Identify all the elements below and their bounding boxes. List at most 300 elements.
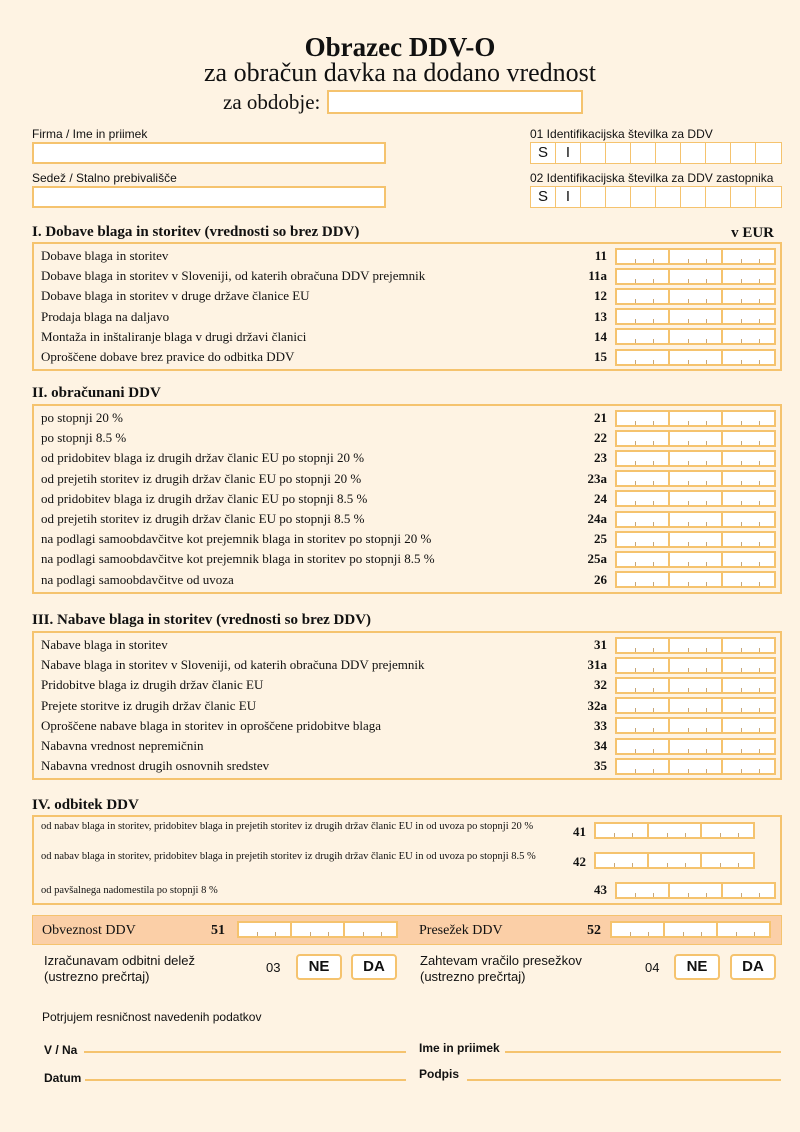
amount-field-segment[interactable] [615,511,670,528]
amount-field-segment[interactable] [615,657,670,674]
row-code: 24a [587,511,607,527]
row-label: od nabav blaga in storitev, pridobitev blaga in prejetih storitev iz drugih držav članic EU in od uvoza po stopnji 20 % [41,821,534,832]
amount-field-segment[interactable] [615,677,670,694]
digit-tick [653,481,654,485]
amount-field-segment[interactable] [721,328,776,345]
form-row-13 [34,307,780,327]
row-code: 32a [587,697,607,713]
amount-field-segment[interactable] [721,288,776,305]
digit-tick [688,259,689,263]
presezek-amount-segment[interactable] [663,921,718,938]
place-label: V / Na [44,1043,78,1057]
digit-tick [688,648,689,652]
digit-tick [653,279,654,283]
form-row-14 [34,327,780,347]
digit-tick [635,668,636,672]
id-digit-cell[interactable] [731,143,756,163]
amount-field-segment[interactable] [668,490,723,507]
form-row-32a [34,696,780,716]
form-title: Obrazec DDV-O [304,32,496,62]
amount-field-segment[interactable] [721,882,776,899]
digit-tick [706,708,707,712]
digit-tick [635,360,636,364]
row-label: Dobave blaga in storitev v druge države članice EU [41,288,310,304]
digit-tick [685,833,686,837]
form-row-35 [34,756,780,776]
digit-tick [759,461,760,465]
row-label: Montaža in inštaliranje blaga v drugi državi članici [41,328,307,344]
presezek-amount-segment[interactable] [610,921,665,938]
amount-field-segment[interactable] [668,410,723,427]
amount-field-segment[interactable] [615,308,670,325]
amount-field-segment[interactable] [615,551,670,568]
firma-input[interactable] [32,142,386,164]
amount-field-segment[interactable] [615,717,670,734]
digit-tick [688,668,689,672]
amount-field-segment[interactable] [615,882,670,899]
digit-tick [653,501,654,505]
digit-tick [653,542,654,546]
name-label: Ime in priimek [419,1041,500,1055]
obveznost-amount-field[interactable] [237,921,398,938]
digit-tick [759,279,760,283]
id-digit-cell[interactable]: S [531,143,556,163]
digit-tick [653,668,654,672]
digit-tick [741,688,742,692]
amount-field-14[interactable] [615,328,776,345]
digit-tick [688,501,689,505]
amount-field-segment[interactable] [668,717,723,734]
digit-tick [738,833,739,837]
amount-field-segment[interactable] [668,531,723,548]
amount-field-11a[interactable] [615,268,776,285]
id-digit-cell[interactable] [706,187,731,207]
amount-field-segment[interactable] [615,697,670,714]
row-label: od prejetih storitev iz drugih držav članic EU po stopnji 8.5 % [41,511,365,527]
refund-request-no-button[interactable]: NE [674,954,720,980]
amount-field-43[interactable] [615,882,776,899]
amount-field-segment[interactable] [721,450,776,467]
id-digit-cell[interactable] [606,187,631,207]
row-code: 43 [594,882,607,897]
digit-tick [759,749,760,753]
digit-tick [614,833,615,837]
amount-field-32a[interactable] [615,697,776,714]
digit-tick [706,542,707,546]
row-label: po stopnji 20 % [41,410,123,426]
id-digit-cell[interactable] [656,143,681,163]
name-input[interactable] [505,1051,781,1053]
amount-field-33[interactable] [615,717,776,734]
row-code: 34 [594,738,607,754]
amount-field-25a[interactable] [615,551,776,568]
amount-field-segment[interactable] [615,470,670,487]
digit-tick [759,259,760,263]
amount-field-segment[interactable] [594,852,649,869]
amount-field-11[interactable] [615,248,776,265]
amount-field-segment[interactable] [668,450,723,467]
form-row-23a [34,469,780,489]
digit-tick [706,522,707,526]
digit-tick [653,339,654,343]
form-row-43 [34,878,780,902]
digit-tick [688,893,689,897]
amount-field-segment[interactable] [668,268,723,285]
amount-field-35[interactable] [615,758,776,775]
amount-field-31[interactable] [615,637,776,654]
section-3-box [32,631,782,780]
row-label: od pavšalnega nadomestila po stopnji 8 % [41,884,218,896]
digit-tick [653,299,654,303]
id-digit-cell[interactable] [656,187,681,207]
digit-tick [688,319,689,323]
amount-field-42[interactable] [594,852,755,869]
digit-tick [759,688,760,692]
signature-input[interactable] [467,1079,781,1081]
amount-field-segment[interactable] [721,551,776,568]
amount-field-31a[interactable] [615,657,776,674]
digit-tick [653,893,654,897]
row-code: 31 [594,637,607,653]
amount-field-segment[interactable] [647,822,702,839]
digit-tick [635,688,636,692]
row-code: 12 [594,288,607,304]
amount-field-segment[interactable] [615,349,670,366]
digit-tick [635,461,636,465]
id-digit-cell[interactable]: I [556,143,581,163]
presezek-amount-segment[interactable] [716,921,771,938]
digit-tick [688,708,689,712]
amount-field-segment[interactable] [668,657,723,674]
digit-tick [275,932,276,936]
id-digit-cell[interactable] [681,143,706,163]
id-digit-cell[interactable] [631,187,656,207]
representative-vat-id-field[interactable] [530,186,782,208]
id-digit-cell[interactable]: S [531,187,556,207]
digit-tick [741,728,742,732]
digit-tick [706,461,707,465]
amount-field-segment[interactable] [721,677,776,694]
amount-field-segment[interactable] [721,531,776,548]
digit-tick [741,582,742,586]
amount-field-segment[interactable] [668,288,723,305]
date-label: Datum [44,1071,82,1085]
form-row-15 [34,347,780,367]
deduction-share-no-button[interactable]: NE [296,954,342,980]
digit-tick [653,421,654,425]
obveznost-amount-segment[interactable] [343,921,398,938]
id-digit-cell[interactable] [756,187,781,207]
amount-field-segment[interactable] [700,852,755,869]
amount-field-segment[interactable] [668,430,723,447]
digit-tick [759,319,760,323]
amount-field-26[interactable] [615,571,776,588]
digit-tick [741,461,742,465]
amount-field-25[interactable] [615,531,776,548]
amount-field-segment[interactable] [668,470,723,487]
digit-tick [688,728,689,732]
presezek-amount-field[interactable] [610,921,771,938]
section-2-title: II. obračunani DDV [32,385,161,401]
row-code: 41 [573,824,586,839]
amount-field-segment[interactable] [668,882,723,899]
id-digit-cell[interactable] [581,187,606,207]
amount-field-segment[interactable] [668,637,723,654]
digit-tick [720,833,721,837]
amount-field-segment[interactable] [668,349,723,366]
digit-tick [759,668,760,672]
row-label: Nabavna vrednost nepremičnin [41,738,204,754]
digit-tick [741,708,742,712]
row-code: 42 [573,854,586,869]
amount-field-32[interactable] [615,677,776,694]
refund-request-yes-button[interactable]: DA [730,954,776,980]
digit-tick [759,299,760,303]
amount-field-segment[interactable] [615,268,670,285]
digit-tick [653,319,654,323]
digit-tick [653,522,654,526]
digit-tick [759,708,760,712]
digit-tick [653,749,654,753]
amount-field-segment[interactable] [700,822,755,839]
amount-field-segment[interactable] [668,697,723,714]
digit-tick [741,562,742,566]
digit-tick [688,542,689,546]
place-input[interactable] [84,1051,406,1053]
amount-field-15[interactable] [615,349,776,366]
vat-id-label: 01 Identifikacijska številka za DDV [530,127,713,141]
amount-field-12[interactable] [615,288,776,305]
digit-tick [741,441,742,445]
digit-tick [706,481,707,485]
digit-tick [683,932,684,936]
digit-tick [635,749,636,753]
row-code: 23a [587,470,607,486]
digit-tick [688,441,689,445]
digit-tick [706,259,707,263]
amount-field-segment[interactable] [594,822,649,839]
obveznost-amount-segment[interactable] [290,921,345,938]
period-input[interactable] [327,90,583,114]
row-code: 13 [594,308,607,324]
sedez-input[interactable] [32,186,386,208]
row-code: 25a [587,551,607,567]
digit-tick [688,279,689,283]
digit-tick [635,259,636,263]
id-digit-cell[interactable] [681,187,706,207]
amount-field-segment[interactable] [668,551,723,568]
row-label: po stopnji 8.5 % [41,430,127,446]
digit-tick [653,562,654,566]
id-digit-cell[interactable] [706,143,731,163]
amount-field-segment[interactable] [615,531,670,548]
amount-field-segment[interactable] [615,410,670,427]
amount-field-segment[interactable] [721,511,776,528]
amount-field-segment[interactable] [615,430,670,447]
amount-field-23a[interactable] [615,470,776,487]
row-label: od pridobitev blaga iz drugih držav članic EU po stopnji 20 % [41,450,365,466]
amount-field-segment[interactable] [721,410,776,427]
amount-field-segment[interactable] [668,248,723,265]
row-label: od nabav blaga in storitev, pridobitev blaga in prejetih storitev iz drugih držav članic EU in od uvoza po stopnji 8.5 % [41,851,536,862]
amount-field-23[interactable] [615,450,776,467]
amount-field-24a[interactable] [615,511,776,528]
amount-field-segment[interactable] [615,490,670,507]
digit-tick [653,728,654,732]
digit-tick [667,833,668,837]
amount-field-segment[interactable] [668,308,723,325]
row-label: Prodaja blaga na daljavo [41,308,170,324]
digit-tick [635,708,636,712]
amount-field-segment[interactable] [721,697,776,714]
digit-tick [706,769,707,773]
digit-tick [653,360,654,364]
row-label: Oproščene nabave blaga in storitev in oproščene pridobitve blaga [41,717,382,733]
amount-field-segment[interactable] [721,268,776,285]
amount-field-segment[interactable] [647,852,702,869]
digit-tick [635,441,636,445]
row-code: 11 [594,248,607,264]
amount-field-segment[interactable] [721,738,776,755]
digit-tick [759,360,760,364]
obveznost-amount-segment[interactable] [237,921,292,938]
digit-tick [688,461,689,465]
digit-tick [706,319,707,323]
digit-tick [688,582,689,586]
digit-tick [635,542,636,546]
row-label: Nabave blaga in storitev [41,637,168,653]
row-code: 14 [594,328,607,344]
digit-tick [635,728,636,732]
form-row-21 [34,408,780,428]
digit-tick [741,893,742,897]
digit-tick [310,932,311,936]
amount-field-segment[interactable] [668,328,723,345]
amount-field-segment[interactable] [615,637,670,654]
digit-tick [653,648,654,652]
id-digit-cell[interactable] [756,143,781,163]
amount-field-segment[interactable] [721,571,776,588]
amount-field-segment[interactable] [668,677,723,694]
digit-tick [706,279,707,283]
digit-tick [635,648,636,652]
row-code: 26 [594,571,607,587]
digit-tick [741,769,742,773]
row-label: Pridobitve blaga iz drugih držav članic EU [41,677,264,693]
digit-tick [741,319,742,323]
refund-request-text: Zahtevam vračilo presežkov [420,953,582,968]
digit-tick [688,749,689,753]
amount-field-22[interactable] [615,430,776,447]
amount-field-segment[interactable] [615,738,670,755]
digit-tick [759,339,760,343]
amount-field-segment[interactable] [721,490,776,507]
amount-field-segment[interactable] [721,308,776,325]
form-row-33 [34,716,780,736]
digit-tick [741,360,742,364]
amount-field-segment[interactable] [721,248,776,265]
id-digit-cell[interactable] [631,143,656,163]
row-label: na podlagi samoobdavčitve od uvoza [41,571,234,587]
digit-tick [635,893,636,897]
digit-tick [635,582,636,586]
amount-field-segment[interactable] [615,450,670,467]
digit-tick [632,863,633,867]
amount-field-13[interactable] [615,308,776,325]
amount-field-24[interactable] [615,490,776,507]
deduction-share-code: 03 [266,960,281,975]
digit-tick [738,863,739,867]
digit-tick [257,932,258,936]
amount-field-segment[interactable] [615,758,670,775]
amount-field-segment[interactable] [721,657,776,674]
digit-tick [706,360,707,364]
amount-field-21[interactable] [615,410,776,427]
digit-tick [688,481,689,485]
form-row-42 [34,848,780,878]
row-code: 33 [594,717,607,733]
digit-tick [759,562,760,566]
amount-field-segment[interactable] [721,349,776,366]
amount-field-segment[interactable] [721,430,776,447]
id-digit-cell[interactable] [581,143,606,163]
amount-field-segment[interactable] [615,288,670,305]
amount-field-34[interactable] [615,738,776,755]
amount-field-segment[interactable] [615,328,670,345]
amount-field-segment[interactable] [668,571,723,588]
form-row-26 [34,570,780,590]
amount-field-segment[interactable] [615,248,670,265]
digit-tick [736,932,737,936]
amount-field-segment[interactable] [615,571,670,588]
deduction-share-yes-button[interactable]: DA [351,954,397,980]
digit-tick [328,932,329,936]
obveznost-label: Obveznost DDV [42,923,136,938]
digit-tick [688,299,689,303]
row-label: od pridobitev blaga iz drugih držav članic EU po stopnji 8.5 % [41,490,368,506]
form-row-41 [34,818,780,848]
form-row-32 [34,675,780,695]
id-digit-cell[interactable]: I [556,187,581,207]
digit-tick [759,769,760,773]
amount-field-segment[interactable] [721,637,776,654]
amount-field-segment[interactable] [668,511,723,528]
id-digit-cell[interactable] [731,187,756,207]
amount-field-segment[interactable] [721,717,776,734]
amount-field-segment[interactable] [721,758,776,775]
section-1-box [32,242,782,371]
digit-tick [635,339,636,343]
vat-id-field[interactable] [530,142,782,164]
section-4-box [32,815,782,905]
signature-label: Podpis [419,1067,460,1081]
id-digit-cell[interactable] [606,143,631,163]
digit-tick [363,932,364,936]
amount-field-41[interactable] [594,822,755,839]
row-label: Nabavna vrednost drugih osnovnih sredstev [41,758,270,774]
amount-field-segment[interactable] [721,470,776,487]
digit-tick [688,421,689,425]
form-row-11 [34,246,780,266]
digit-tick [759,481,760,485]
date-input[interactable] [85,1079,406,1081]
amount-field-segment[interactable] [668,758,723,775]
amount-field-segment[interactable] [668,738,723,755]
form-row-31 [34,635,780,655]
digit-tick [635,522,636,526]
digit-tick [706,562,707,566]
digit-tick [706,501,707,505]
